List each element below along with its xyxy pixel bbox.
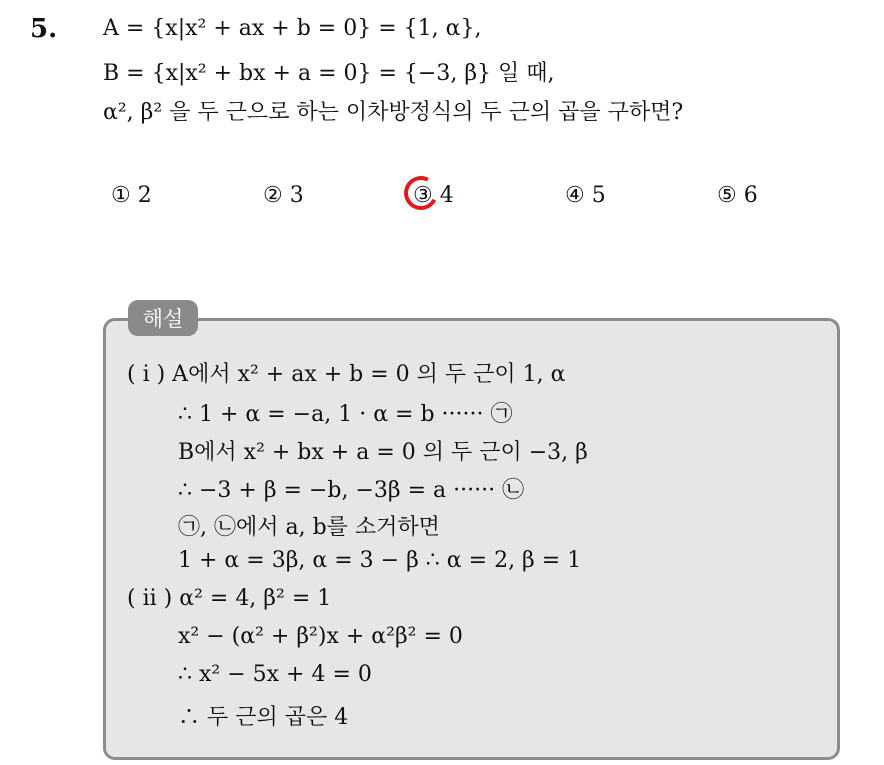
solution-tag: 해설 <box>128 300 198 336</box>
choice-4[interactable]: ④ 5 <box>565 183 606 208</box>
solution-line-7: ( ii ) α² = 4, β² = 1 <box>127 586 332 611</box>
choice-1[interactable]: ① 2 <box>111 183 152 208</box>
choice-2[interactable]: ② 3 <box>263 183 304 208</box>
solution-line-3: B에서 x² + bx + a = 0 의 두 근이 −3, β <box>178 440 588 465</box>
solution-line-10: ∴ 두 근의 곱은 4 <box>178 705 349 730</box>
question-line-3: α², β² 을 두 근으로 하는 이차방정식의 두 근의 곱을 구하면? <box>103 100 684 125</box>
question-line-2: B = {x|x² + bx + a = 0} = {−3, β} 일 때, <box>103 61 555 86</box>
solution-line-2: ∴ 1 + α = −a, 1 · α = b ······ ㉠ <box>178 402 513 427</box>
question-number: 5. <box>30 14 58 44</box>
choice-3[interactable]: ③ 4 <box>413 183 454 208</box>
choice-5[interactable]: ⑤ 6 <box>717 183 758 208</box>
solution-line-6: 1 + α = 3β, α = 3 − β ∴ α = 2, β = 1 <box>178 548 582 573</box>
solution-line-5: ㉠, ㉡에서 a, b를 소거하면 <box>178 515 440 540</box>
solution-line-4: ∴ −3 + β = −b, −3β = a ······ ㉡ <box>178 478 525 503</box>
solution-line-8: x² − (α² + β²)x + α²β² = 0 <box>178 624 463 649</box>
question-line-1: A = {x|x² + ax + b = 0} = {1, α}, <box>103 16 482 41</box>
solution-line-9: ∴ x² − 5x + 4 = 0 <box>178 662 372 687</box>
solution-line-1: ( i ) A에서 x² + ax + b = 0 의 두 근이 1, α <box>127 362 566 387</box>
